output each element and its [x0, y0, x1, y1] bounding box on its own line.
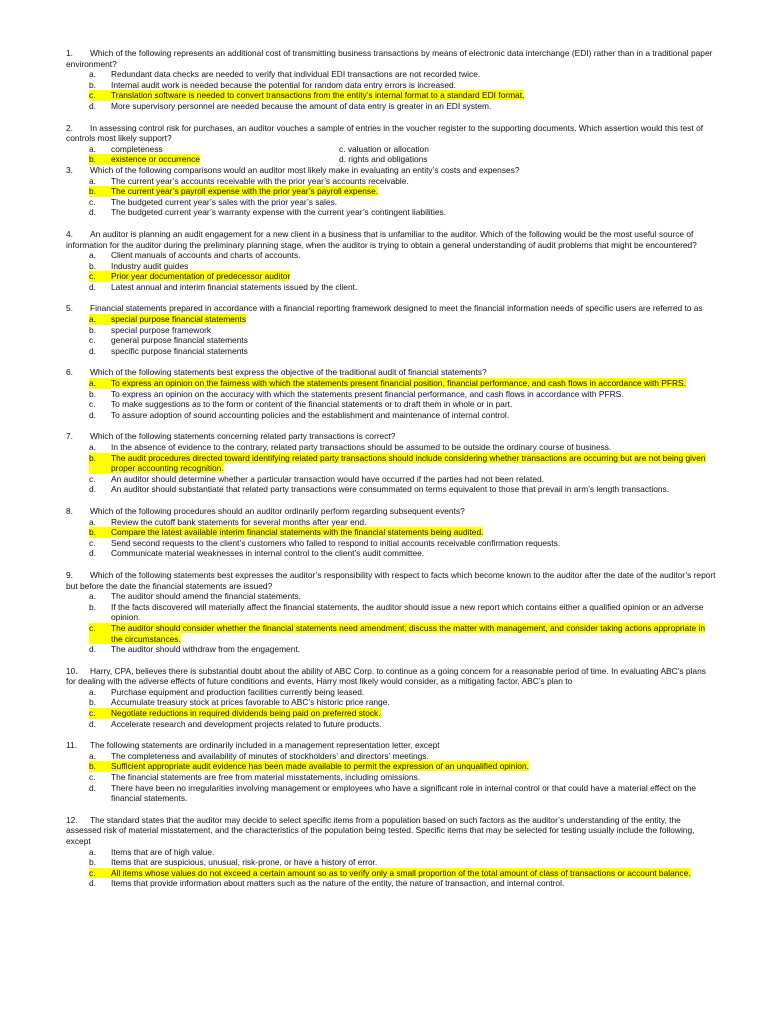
question-text: Harry, CPA, believes there is substantial doubt about the ability of ABC Corp. to continue as a going concern for a reasonable period of time. In evaluating ABC’s plans for dealing with the adverse effects of future conditions and events, Harry most likely would consider, as a mitigating factor, ABC’s plan to [66, 665, 706, 687]
answer-option [66, 697, 716, 708]
answer-option [66, 517, 716, 528]
option-letter: c. [89, 708, 111, 719]
option-letter: b. [89, 324, 96, 335]
option-letter: a. [89, 378, 111, 389]
option-text: Review the cutoff bank statements for several months after year end. [111, 516, 367, 527]
option-text-wrap [111, 484, 716, 495]
option-text-wrap [111, 250, 716, 261]
option-letter: d. [89, 345, 96, 356]
option-letter: c. [89, 335, 96, 346]
question-number: 1. [66, 48, 73, 58]
question-stem [66, 740, 716, 751]
option-text-wrap [111, 399, 716, 410]
option-letter: d. [89, 484, 96, 495]
answer-option [89, 144, 339, 155]
answer-option [89, 154, 339, 165]
question-stem [66, 431, 716, 442]
question-2 [66, 123, 716, 165]
answer-option [66, 282, 716, 293]
question-12 [66, 815, 716, 889]
option-letter: a. [89, 175, 96, 186]
option-text: More supervisory personnel are needed because the amount of data entry is greater in an EDI system. [111, 100, 492, 111]
highlighted-answer: The audit procedures directed toward identifying related party transactions should include considering whether transactions are occurring but are not being given proper accounting recognition. [111, 452, 706, 474]
option-text-wrap [111, 538, 716, 549]
option-text-wrap [111, 378, 716, 389]
question-number: 12. [66, 814, 78, 825]
question-text: Which of the following represents an additional cost of transmitting business transactions by means of electronic data interchange (EDI) rather than in a traditional paper environment? [66, 48, 713, 69]
option-text: To assure adoption of sound accounting policies and the establishment and maintenance of internal control. [111, 409, 510, 420]
option-text-wrap [111, 346, 716, 357]
answer-option [66, 176, 716, 187]
option-letter: b. [89, 79, 96, 90]
option-letter: d. [89, 718, 96, 729]
option-letter: c. [89, 537, 96, 548]
option-text-wrap [111, 761, 716, 772]
option-text-wrap [111, 453, 716, 474]
answer-option [66, 591, 716, 602]
option-text: An auditor should determine whether a particular transaction would have occurred if the parties had not been related. [111, 473, 544, 484]
option-letter: c. [89, 399, 96, 410]
answer-option [66, 389, 716, 400]
option-text-wrap [111, 442, 716, 453]
option-letter: b. [89, 601, 96, 612]
option-letter: b. [89, 857, 96, 868]
answer-option [66, 719, 716, 730]
question-stem [66, 48, 716, 69]
question-4 [66, 229, 716, 293]
highlighted-answer: Negotiate reductions in required dividends being paid on preferred stock. [111, 708, 381, 719]
option-text: Industry audit guides [111, 260, 189, 271]
option-letter: b. [89, 527, 111, 538]
option-letter: b. [89, 154, 111, 165]
option-letter: b. [89, 697, 96, 708]
option-text: The budgeted current year’s sales with the prior year’s sales. [111, 196, 338, 207]
question-9 [66, 570, 716, 655]
option-letter: a. [89, 314, 111, 325]
option-text-wrap [111, 271, 716, 282]
option-text-wrap [111, 868, 716, 879]
option-text-wrap [111, 282, 716, 293]
answer-option [66, 325, 716, 336]
question-stem [66, 229, 716, 250]
question-stem [66, 165, 716, 176]
option-text: There have been no irregularities involving management or employees who have a significant role in internal control or that could have a material effect on the financial statements. [111, 782, 697, 804]
answer-option [66, 751, 716, 762]
option-letter: d. [89, 548, 96, 559]
option-text-wrap [111, 772, 716, 783]
option-text-wrap [111, 69, 716, 80]
question-stem [66, 506, 716, 517]
highlighted-answer: To express an opinion on the fairness with which the statements present financial position, financial performance, and cash flows in accordance with PFRS. [111, 378, 686, 389]
option-text-wrap [111, 527, 716, 538]
option-text-wrap [111, 90, 716, 101]
answer-option [66, 186, 716, 197]
answer-option [66, 527, 716, 538]
option-letter: a. [89, 143, 96, 154]
highlighted-answer: Prior year documentation of predecessor auditor [111, 271, 291, 282]
answer-option [66, 602, 716, 623]
answer-option [66, 687, 716, 698]
answer-option [339, 144, 589, 155]
answer-option [66, 378, 716, 389]
option-text-wrap [111, 474, 716, 485]
option-letter: c. [89, 196, 96, 207]
option-text-wrap [111, 197, 716, 208]
option-letter: d. [89, 281, 96, 292]
question-number: 9. [66, 569, 73, 580]
answer-grid [89, 144, 716, 165]
option-letter: a. [89, 750, 96, 761]
option-letter: c. [89, 772, 96, 783]
question-number: 11. [66, 740, 78, 751]
option-letter: c. [89, 623, 111, 644]
option-text: Accelerate research and development projects related to future products. [111, 718, 382, 729]
option-text: general purpose financial statements [111, 335, 248, 346]
question-text: In assessing control risk for purchases, an auditor vouches a sample of entries in the voucher register to the supporting documents. Which assertion would this test of controls most likely support? [66, 122, 704, 144]
question-1 [66, 48, 716, 112]
answer-option [66, 69, 716, 80]
answer-option [66, 868, 716, 879]
answer-option [66, 644, 716, 655]
question-11 [66, 740, 716, 804]
option-text: Purchase equipment and production facilities currently being leased. [111, 686, 365, 697]
option-letter: b. [89, 453, 111, 474]
option-text-wrap [111, 847, 716, 858]
answer-option [66, 484, 716, 495]
option-text: The financial statements are free from material misstatements, including omissions. [111, 772, 421, 783]
question-text: The standard states that the auditor may decide to select specific items from a population based on such factors as the auditor’s understanding of the entity, the assessed risk of material misstatement, and the characteristics of the population being tested. Specific items that may be selected for testing usually include the following, except [66, 814, 695, 846]
option-text: Internal audit work is needed because the potential for random data entry errors is increased. [111, 79, 456, 90]
option-letter: b. [89, 388, 96, 399]
answer-option [66, 538, 716, 549]
answer-option [66, 271, 716, 282]
option-text: specific purpose financial statements [111, 345, 248, 356]
option-text-wrap [111, 687, 716, 698]
option-text-wrap [111, 719, 716, 730]
option-text: The completeness and availability of minutes of stockholders’ and directors’ meetings. [111, 750, 429, 761]
option-letter: b. [89, 186, 111, 197]
answer-option [66, 250, 716, 261]
highlighted-answer: Compare the latest available interim financial statements with the financial statements being audited. [111, 527, 484, 538]
answer-option [66, 442, 716, 453]
question-text: Which of the following procedures should an auditor ordinarily perform regarding subsequent events? [90, 505, 465, 516]
option-letter: d. [89, 100, 96, 111]
question-8 [66, 506, 716, 559]
option-text: Send second requests to the client’s customers who failed to respond to initial accounts receivable confirmation requests. [111, 537, 561, 548]
question-text: An auditor is planning an audit engagement for a new client in a business that is unfamiliar to the auditor. Which of the following would be the most useful source of information for the auditor during the preliminary planning stage, when the auditor is trying to obtain a general understanding of audit problems that might be encountered? [66, 228, 697, 250]
answer-option [66, 346, 716, 357]
option-text: To express an opinion on the accuracy with which the statements present financial performance, and cash flows in accordance with PFRS. [111, 388, 624, 399]
option-text-wrap [111, 644, 716, 655]
option-text: Communicate material weaknesses in internal control to the client’s audit committee. [111, 548, 425, 559]
question-stem [66, 303, 716, 314]
answer-option [66, 90, 716, 101]
answer-option [66, 708, 716, 719]
question-7 [66, 431, 716, 495]
option-letter: d. [89, 409, 96, 420]
question-3 [66, 165, 716, 218]
option-text: Items that provide information about matters such as the nature of the entity, the nature of transaction, and internal control. [111, 878, 565, 889]
highlighted-answer: The auditor should consider whether the financial statements need amendment, discuss the matter with management, and consider taking actions appropriate in the circumstances. [111, 622, 706, 644]
question-number: 10. [66, 665, 78, 676]
option-text-wrap [111, 176, 716, 187]
option-text-wrap [111, 708, 716, 719]
option-text-wrap [111, 857, 716, 868]
option-letter: c. [89, 90, 111, 101]
option-text-wrap [111, 602, 716, 623]
answer-option [66, 772, 716, 783]
highlighted-answer: special purpose financial statements [111, 314, 247, 325]
highlighted-answer: All items whose values do not exceed a certain amount so as to verify only a small proportion of the total amount of class of transactions or account balance. [111, 867, 691, 878]
option-letter: a. [89, 591, 96, 602]
option-text: special purpose framework [111, 324, 212, 335]
option-letter: a. [89, 69, 96, 80]
question-number: 6. [66, 367, 73, 378]
option-text-wrap [111, 335, 716, 346]
question-stem [66, 123, 716, 144]
highlighted-answer: Translation software is needed to convert transactions from the entity’s internal format to a standard EDI format. [111, 90, 525, 101]
option-text-wrap [111, 751, 716, 762]
answer-option [66, 314, 716, 325]
highlighted-answer: The current year’s payroll expense with the prior year’s payroll expense. [111, 186, 379, 197]
option-text-wrap [111, 80, 716, 91]
document-page [66, 48, 716, 900]
answer-option [66, 399, 716, 410]
option-text: Redundant data checks are needed to verify that individual EDI transactions are not recorded twice. [111, 69, 481, 80]
option-text-wrap [111, 207, 716, 218]
question-number: 8. [66, 505, 73, 516]
option-text-wrap [111, 783, 716, 804]
option-text: The budgeted current year’s warranty expense with the current year’s contingent liabilities. [111, 207, 447, 218]
option-text: Client manuals of accounts and charts of accounts. [111, 250, 301, 261]
option-text: In the absence of evidence to the contrary, related party transactions should be assumed to be outside the ordinary course of business. [111, 442, 612, 452]
question-text: Which of the following statements best express the objective of the traditional audit of financial statements? [90, 367, 487, 378]
answer-option [339, 154, 589, 165]
question-number: 7. [66, 431, 73, 442]
question-stem [66, 666, 716, 687]
option-letter: d. [89, 878, 96, 889]
answer-option [66, 80, 716, 91]
question-number: 5. [66, 303, 73, 314]
option-text-wrap [111, 101, 716, 112]
option-text-wrap [111, 325, 716, 336]
option-letter: c. [89, 271, 111, 282]
option-letter: b. [89, 260, 96, 271]
answer-option [66, 878, 716, 889]
option-text-wrap [111, 314, 716, 325]
question-text: Financial statements prepared in accordance with a financial reporting framework designed to meet the financial information needs of specific users are referred to as [90, 303, 703, 314]
option-text: If the facts discovered will materially affect the financial statements, the auditor should issue a new report which contains either a qualified opinion or an adverse opinion. [111, 601, 704, 623]
option-text: An auditor should substantiate that related party transactions were consummated on terms equivalent to those that prevail in arm’s length transactions. [111, 484, 670, 495]
question-stem [66, 570, 716, 591]
option-text: Latest annual and interim financial statements issued by the client. [111, 281, 358, 292]
option-text-wrap [111, 548, 716, 559]
highlighted-answer: existence or occurrence [111, 154, 200, 165]
question-5 [66, 303, 716, 356]
option-text: Accumulate treasury stock at prices favorable to ABC’s historic price range. [111, 697, 390, 708]
option-text-wrap [111, 591, 716, 602]
option-letter: d. [89, 207, 96, 218]
question-10 [66, 666, 716, 730]
answer-option [66, 857, 716, 868]
question-number: 4. [66, 228, 73, 239]
answer-option [66, 474, 716, 485]
option-text: The auditor should amend the financial statements. [111, 591, 301, 602]
option-text-wrap [111, 517, 716, 528]
answer-option [66, 410, 716, 421]
option-letter: a. [89, 516, 96, 527]
question-number: 3. [66, 164, 73, 175]
option-text-wrap [111, 410, 716, 421]
option-text: c. valuation or allocation [339, 143, 429, 154]
answer-option [66, 623, 716, 644]
option-text-wrap [111, 697, 716, 708]
question-text: The following statements are ordinarily included in a management representation letter, except [90, 740, 440, 751]
answer-option [66, 783, 716, 804]
question-text: Which of the following comparisons would an auditor most likely make in evaluating an entity’s costs and expenses? [90, 164, 520, 175]
answer-option [66, 335, 716, 346]
question-stem [66, 815, 716, 847]
option-text: The current year’s accounts receivable with the prior year’s accounts receivable. [111, 175, 409, 186]
option-letter: b. [89, 761, 111, 772]
option-letter: a. [89, 250, 96, 261]
answer-option [66, 761, 716, 772]
answer-option [66, 197, 716, 208]
answer-option [66, 101, 716, 112]
option-letter: a. [89, 846, 96, 857]
option-letter: c. [89, 868, 111, 879]
option-text: To make suggestions as to the form or content of the financial statements or to draft them in whole or in part. [111, 399, 513, 410]
option-letter: d. [89, 644, 96, 655]
answer-option [66, 207, 716, 218]
answer-option [66, 453, 716, 474]
option-text: The auditor should withdraw from the engagement. [111, 644, 301, 655]
option-text: completeness [111, 143, 163, 154]
option-text: Items that are suspicious, unusual, risk-prone, or have a history of error. [111, 857, 378, 868]
option-text-wrap [111, 878, 716, 889]
option-text-wrap [111, 261, 716, 272]
answer-option [66, 847, 716, 858]
question-stem [66, 367, 716, 378]
answer-option [66, 548, 716, 559]
question-text: Which of the following statements concerning related party transactions is correct? [90, 431, 396, 442]
answer-option [66, 261, 716, 272]
highlighted-answer: Sufficient appropriate audit evidence has been made available to permit the expression of an unqualified opinion. [111, 761, 529, 772]
option-text-wrap [111, 623, 716, 644]
question-text: Which of the following statements best expresses the auditor’s responsibility with respect to facts which become known to the auditor after the date of the auditor’s report but before the date the financial statements are issued? [66, 569, 716, 591]
question-6 [66, 367, 716, 420]
question-number: 2. [66, 122, 73, 133]
option-text-wrap [111, 389, 716, 400]
option-text: d. rights and obligations [339, 154, 428, 165]
option-text: Items that are of high value. [111, 846, 215, 857]
option-letter: a. [89, 686, 96, 697]
option-text-wrap [111, 186, 716, 197]
option-letter: c. [89, 473, 96, 484]
option-letter: a. [89, 442, 96, 452]
option-letter: d. [89, 782, 96, 793]
